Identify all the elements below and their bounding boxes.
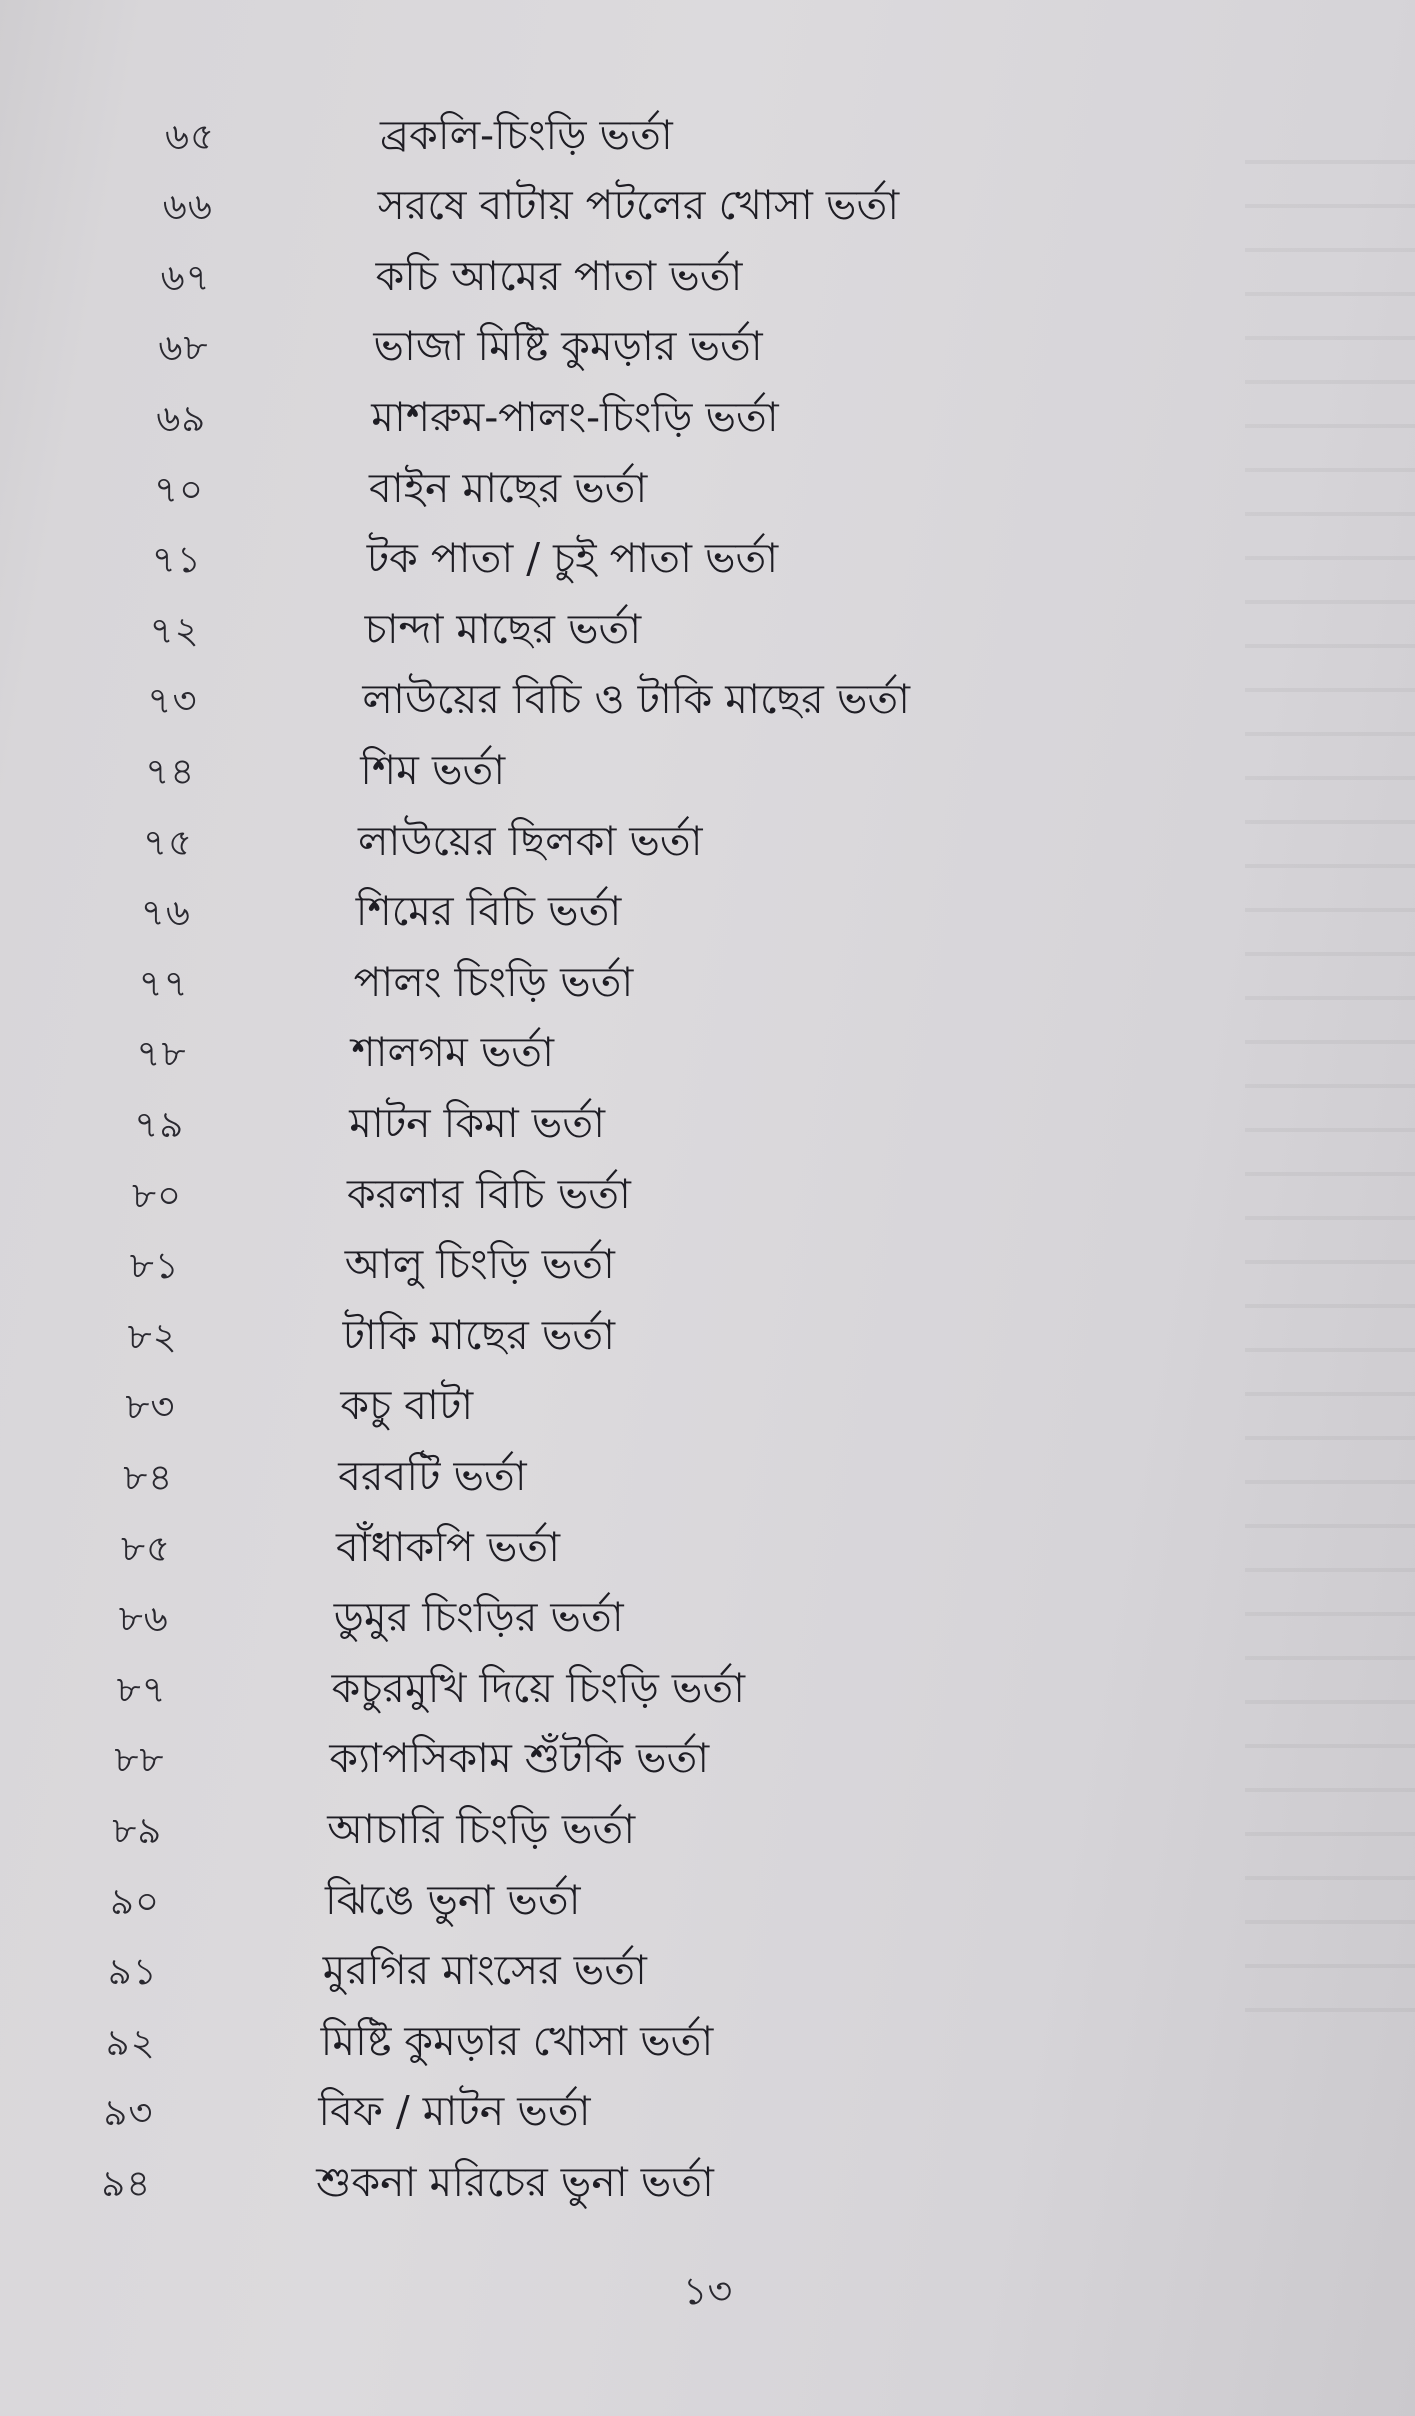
entry-title: টাকি মাছের ভর্তা: [342, 1310, 616, 1359]
entry-number: ৬৯: [156, 396, 207, 440]
entry-number: ৬৭: [160, 255, 211, 299]
toc-row: [165, 108, 673, 168]
toc-row: [154, 461, 647, 521]
entry-number: ৮৫: [121, 1526, 172, 1570]
toc-row: [121, 1520, 560, 1580]
entry-number: ৯২: [105, 2020, 156, 2064]
entry-title: কচি আমের পাতা ভর্তা: [375, 251, 743, 300]
toc-row: [130, 1238, 615, 1298]
entry-title: মাটন কিমা ভর্তা: [349, 1098, 605, 1147]
page-number: ১৩: [682, 2269, 733, 2313]
toc-row: [103, 2085, 590, 2145]
entry-title: কচুরমুখি দিয়ে চিংড়ি ভর্তা: [331, 1663, 746, 1712]
entry-number: ৮১: [129, 1244, 180, 1288]
entry-title: ভাজা মিষ্টি কুমড়ার ভর্তা: [373, 322, 763, 371]
entry-title: বিফ / মাটন ভর্তা: [318, 2087, 591, 2136]
toc-row: [128, 1308, 615, 1368]
entry-number: ৮২: [127, 1314, 178, 1358]
toc-row: [112, 1802, 635, 1862]
entry-title: টক পাতা / চুই পাতা ভর্তা: [366, 534, 779, 583]
entry-number: ৯৩: [103, 2091, 154, 2135]
entry-title: বাইন মাছের ভর্তা: [369, 463, 648, 512]
entry-title: বরবটি ভর্তা: [338, 1451, 527, 1500]
toc-row: [139, 955, 634, 1015]
entry-title: আলু চিংড়ি ভর্তা: [344, 1240, 615, 1289]
toc-row: [141, 885, 621, 945]
entry-number: ৬৬: [162, 185, 213, 229]
entry-number: ৭৪: [145, 749, 196, 793]
entry-number: ৯৪: [101, 2161, 152, 2205]
toc-row: [156, 390, 779, 450]
entry-title: লাউয়ের ছিলকা ভর্তা: [358, 816, 703, 865]
entry-title: ব্রকলি-চিংড়ি ভর্তা: [380, 110, 673, 159]
entry-number: ৭৮: [136, 1032, 187, 1076]
entry-title: আচারি চিংড়ি ভর্তা: [327, 1804, 636, 1853]
entry-title: ক্যাপসিকাম শুঁটকি ভর্তা: [329, 1734, 710, 1783]
entry-title: চান্দা মাছের ভর্তা: [364, 604, 642, 653]
entry-number: ৭২: [149, 608, 200, 652]
entry-title: করলার বিচি ভর্তা: [347, 1169, 631, 1218]
entry-number: ৮৮: [114, 1738, 165, 1782]
toc-row: [125, 1379, 473, 1439]
entry-title: মিষ্টি কুমড়ার খোসা ভর্তা: [320, 2016, 714, 2065]
toc-row: [134, 1096, 605, 1156]
entry-title: ঝিঙে ভুনা ভর্তা: [325, 1875, 581, 1924]
entry-number: ৬৫: [165, 114, 216, 158]
toc-row: [119, 1591, 624, 1651]
entry-number: ৭৫: [143, 820, 194, 864]
toc-row: [161, 249, 743, 309]
entry-title: কচু বাটা: [340, 1381, 474, 1430]
entry-title: লাউয়ের বিচি ও টাকি মাছের ভর্তা: [362, 675, 911, 724]
entry-number: ৭১: [151, 538, 202, 582]
toc-row: [150, 602, 642, 662]
entry-number: ৮৭: [116, 1667, 167, 1711]
entry-number: ৮৪: [123, 1455, 174, 1499]
entry-number: ৭৯: [134, 1102, 185, 1146]
entry-title: শুকনা মরিচের ভুনা ভর্তা: [316, 2157, 714, 2206]
entry-number: ৭৭: [138, 961, 189, 1005]
entry-number: ৬৮: [158, 326, 209, 370]
entry-title: শালগম ভর্তা: [351, 1028, 554, 1077]
toc-row: [147, 673, 910, 733]
entry-title: শিমের বিচি ভর্তা: [355, 887, 622, 936]
toc-row: [136, 1026, 554, 1086]
toc-row: [145, 743, 505, 803]
toc-row: [117, 1661, 745, 1721]
toc-row: [101, 2155, 714, 2215]
toc-row: [106, 2014, 714, 2074]
entry-title: ডুমুর চিংড়ির ভর্তা: [333, 1593, 624, 1642]
toc-row: [152, 532, 778, 592]
entry-number: ৮৯: [112, 1808, 163, 1852]
entry-title: মাশরুম-পালং-চিংড়ি ভর্তা: [371, 392, 779, 441]
entry-title: বাঁধাকপি ভর্তা: [336, 1522, 561, 1571]
toc-row: [110, 1873, 580, 1933]
toc-row: [108, 1944, 647, 2004]
entry-title: মুরগির মাংসের ভর্তা: [322, 1946, 647, 1995]
entry-title: সরষে বাটায় পটলের খোসা ভর্তা: [377, 181, 900, 230]
entry-number: ৮০: [132, 1173, 183, 1217]
entry-number: ৯০: [110, 1879, 161, 1923]
toc-row: [158, 320, 762, 380]
toc-row: [114, 1732, 709, 1792]
toc-row: [143, 814, 703, 874]
toc-row: [163, 179, 899, 239]
toc-row: [132, 1167, 631, 1227]
bleed-through-shadow: [1245, 120, 1415, 2020]
entry-number: ৭৩: [147, 679, 198, 723]
entry-number: ৮৩: [125, 1385, 176, 1429]
entry-number: ৭০: [154, 467, 205, 511]
entry-title: শিম ভর্তা: [360, 745, 506, 794]
entry-title: পালং চিংড়ি ভর্তা: [353, 957, 634, 1006]
entry-number: ৮৬: [118, 1597, 169, 1641]
entry-number: ৭৬: [140, 891, 191, 935]
entry-number: ৯১: [107, 1950, 158, 1994]
toc-row: [123, 1449, 527, 1509]
